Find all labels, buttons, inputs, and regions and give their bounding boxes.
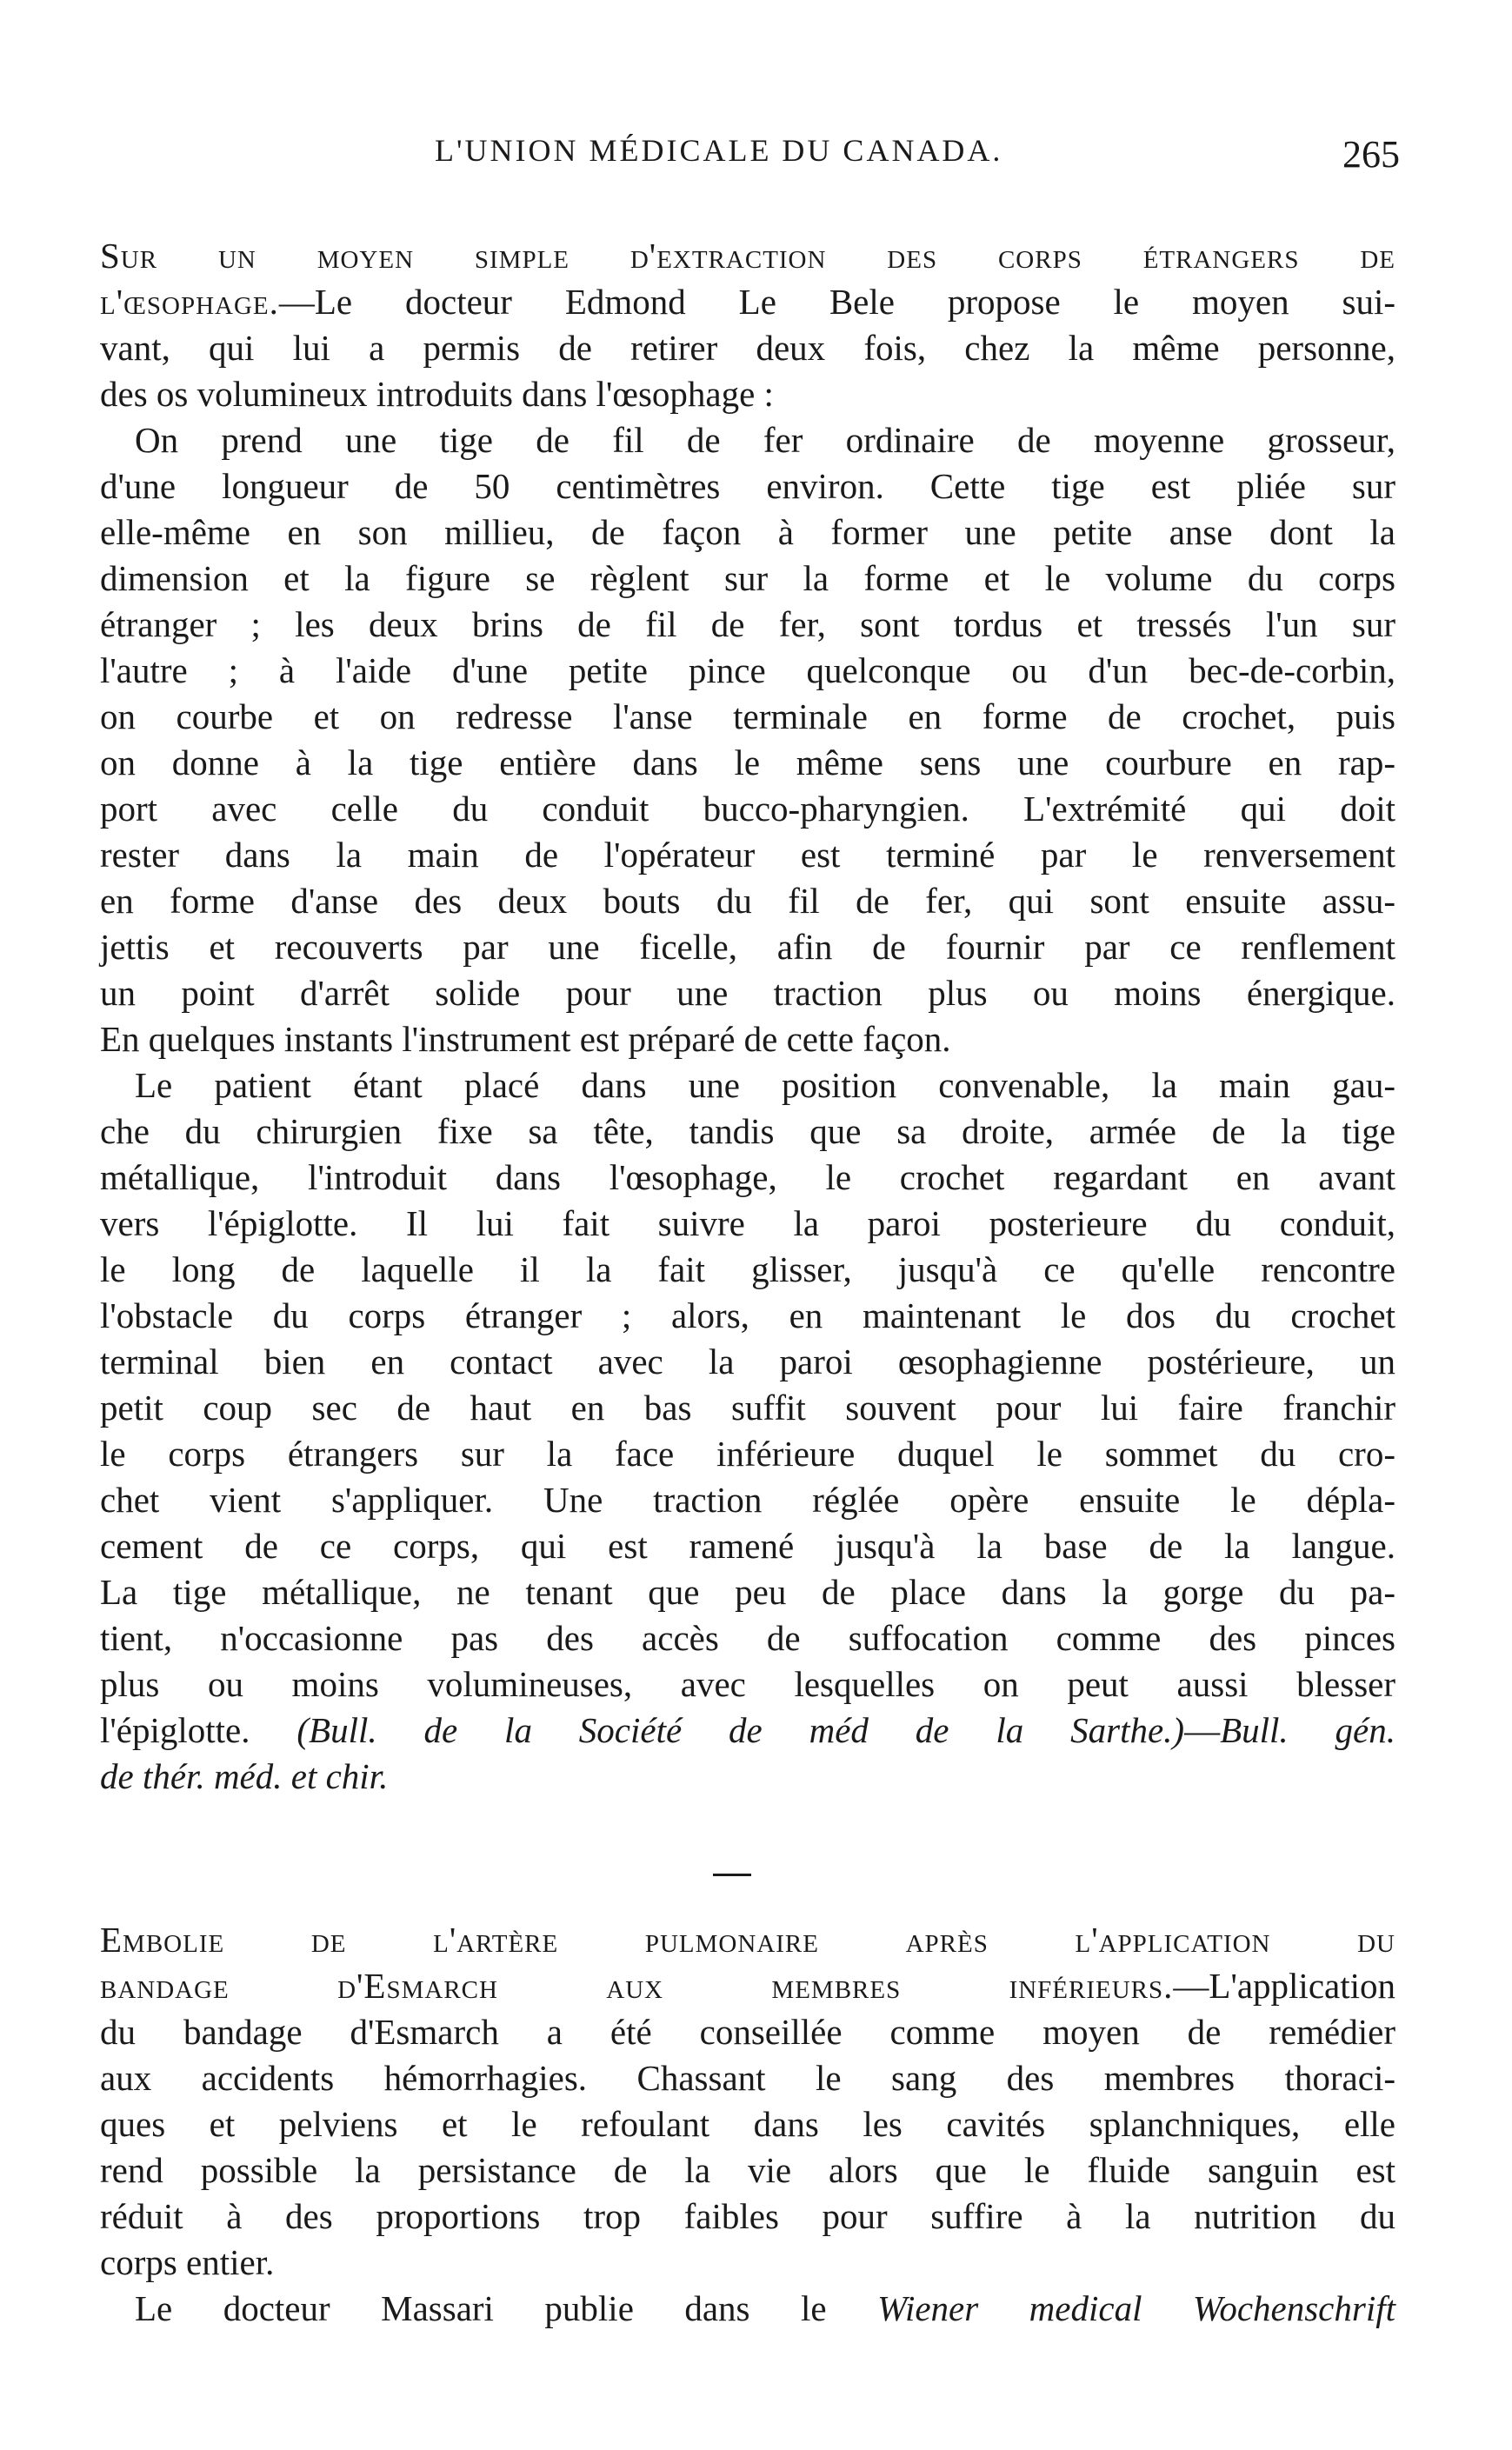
article-line: terminal bien en contact avec la paroi œsophagienne postérieure, un: [100, 1342, 1395, 1381]
line-text: —Le docteur Edmond Le Bele propose le moyen sui-: [278, 282, 1395, 322]
article-line: tient, n'occasionne pas des accès de suffocation comme des pinces: [100, 1618, 1395, 1658]
article-line: le corps étrangers sur la face inférieure duquel le sommet du cro-: [100, 1434, 1395, 1474]
citation-line: [100, 1754, 1395, 1800]
running-title: L'UNION MÉDICALE DU CANADA.: [435, 133, 1003, 168]
article-line: réduit à des proportions trop faibles pour suffire à la nutrition du: [100, 2196, 1395, 2236]
article-line: rester dans la main de l'opérateur est terminé par le renversement: [100, 835, 1395, 875]
article-line: cement de ce corps, qui est ramené jusqu'à la base de la langue.: [100, 1526, 1395, 1566]
running-head: [400, 132, 1400, 184]
article-heading-line-1: [100, 233, 1395, 279]
article-line: d'une longueur de 50 centimètres environ. Cette tige est pliée sur: [100, 466, 1395, 506]
article-heading-end: l'œsophage.: [100, 282, 279, 322]
article-line: en forme d'anse des deux bouts du fil de fer, qui sont ensuite assu-: [100, 881, 1395, 921]
article-line: che du chirurgien fixe sa tête, tandis que sa droite, armée de la tige: [100, 1111, 1395, 1151]
page-number: 265: [1342, 133, 1400, 176]
article-line: elle-même en son millieu, de façon à former une petite anse dont la: [100, 512, 1395, 552]
line-text: —L'application: [1173, 1966, 1395, 2006]
citation-source: de thér. méd. et chir.: [100, 1756, 389, 1796]
article-line: l'obstacle du corps étranger ; alors, en maintenant le dos du crochet: [100, 1295, 1395, 1335]
citation-line: [100, 1708, 1395, 1754]
article-line: corps entier.: [100, 2242, 275, 2282]
article-line: dimension et la figure se règlent sur la forme et le volume du corps: [100, 558, 1395, 598]
article-line: chet vient s'appliquer. Une traction réglée opère ensuite le dépla-: [100, 1480, 1395, 1520]
paragraph-start-line: [100, 2286, 1395, 2332]
article-line: on donne à la tige entière dans le même sens une courbure en rap-: [100, 742, 1395, 782]
article-line: [100, 1963, 1395, 2009]
article-heading: Sur un moyen simple d'extraction des corps étrangers de: [100, 236, 1395, 276]
article-heading: Embolie de l'artère pulmonaire après l'application du: [100, 1920, 1395, 1960]
article-extraction-corps-etrangers: [100, 233, 1395, 1800]
article-line: ques et pelviens et le refoulant dans les cavités splanchniques, elle: [100, 2104, 1395, 2144]
citation-source: (Bull. de la Société de méd de la Sarthe.): [296, 1710, 1185, 1750]
article-line: port avec celle du conduit bucco-pharyngien. L'extrémité qui doit: [100, 789, 1395, 829]
article-line: En quelques instants l'instrument est préparé de cette façon.: [100, 1019, 951, 1059]
article-line: plus ou moins volumineuses, avec lesquelles on peut aussi blesser: [100, 1664, 1395, 1704]
article-line: jettis et recouverts par une ficelle, afin de fournir par ce renflement: [100, 927, 1395, 967]
citation-source: Bull. gén.: [1220, 1710, 1395, 1750]
article-line: vant, qui lui a permis de retirer deux fois, chez la même personne,: [100, 328, 1395, 368]
article-line: La tige métallique, ne tenant que peu de place dans la gorge du pa-: [100, 1572, 1395, 1612]
article-line: étranger ; les deux brins de fil de fer, sont tordus et tressés l'un sur: [100, 604, 1395, 644]
article-embolie: [100, 1917, 1395, 2332]
paragraph-start-line: On prend une tige de fil de fer ordinaire de moyenne grosseur,: [135, 420, 1395, 460]
article-line: des os volumineux introduits dans l'œsophage :: [100, 374, 774, 414]
article-line: [100, 279, 1395, 325]
section-divider: [713, 1874, 751, 1876]
article-line: rend possible la persistance de la vie alors que le fluide sanguin est: [100, 2150, 1395, 2190]
line-text: Le docteur Massari publie dans le: [135, 2288, 827, 2328]
journal-title: Wiener medical Wochenschrift: [877, 2288, 1395, 2328]
article-line: le long de laquelle il la fait glisser, jusqu'à ce qu'elle rencontre: [100, 1249, 1395, 1289]
article-heading-end: bandage d'Esmarch aux membres inférieurs.: [100, 1966, 1174, 2006]
article-line: métallique, l'introduit dans l'œsophage, le crochet regardant en avant: [100, 1157, 1395, 1197]
article-line: on courbe et on redresse l'anse terminale en forme de crochet, puis: [100, 696, 1395, 736]
article-heading-line-1: [100, 1917, 1395, 1963]
article-line: du bandage d'Esmarch a été conseillée comme moyen de remédier: [100, 2012, 1395, 2052]
article-line: l'autre ; à l'aide d'une petite pince quelconque ou d'un bec-de-corbin,: [100, 650, 1395, 690]
article-line: aux accidents hémorrhagies. Chassant le sang des membres thoraci-: [100, 2058, 1395, 2098]
article-line: un point d'arrêt solide pour une traction plus ou moins énergique.: [100, 973, 1395, 1013]
article-line: petit coup sec de haut en bas suffit souvent pour lui faire franchir: [100, 1388, 1395, 1428]
article-line: vers l'épiglotte. Il lui fait suivre la paroi posterieure du conduit,: [100, 1203, 1395, 1243]
citation-dash: —: [1184, 1710, 1221, 1750]
line-text: l'épiglotte.: [100, 1710, 250, 1750]
paragraph-start-line: Le patient étant placé dans une position convenable, la main gau-: [135, 1065, 1395, 1105]
